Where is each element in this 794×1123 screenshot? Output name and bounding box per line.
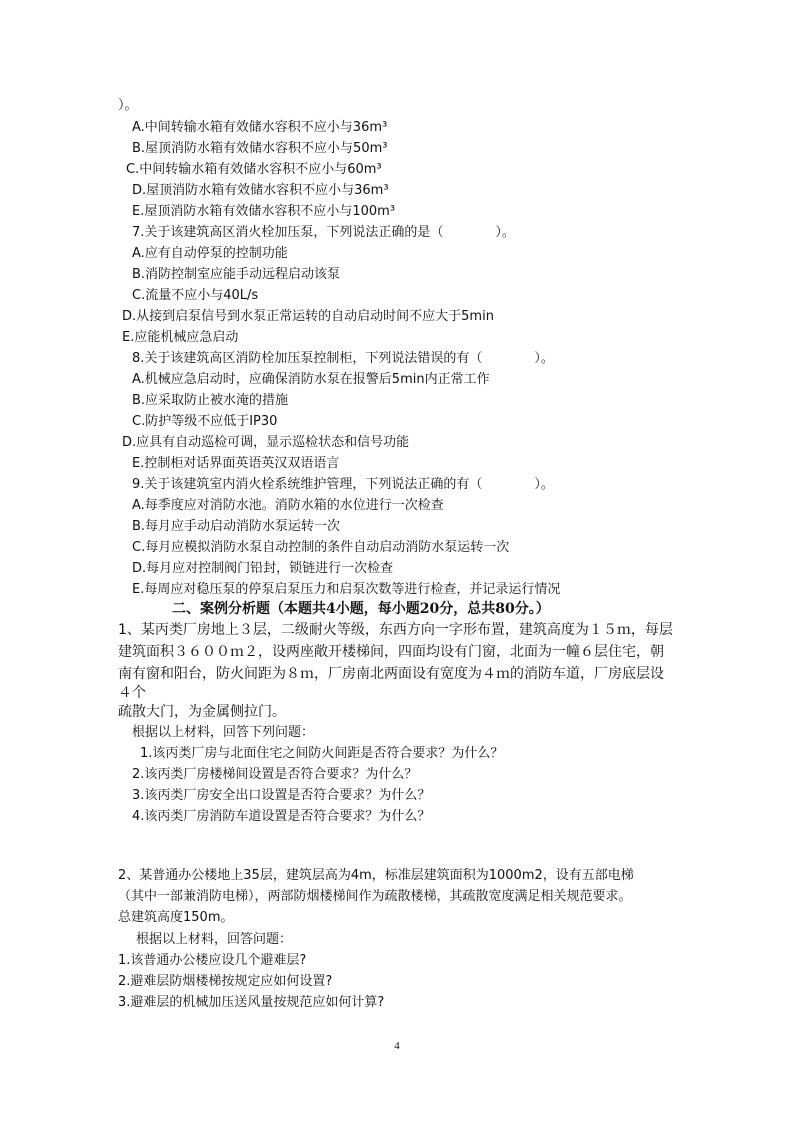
q8-option-c: C.防护等级不应低于IP30 (132, 414, 278, 429)
q8-option-d: D.应具有自动巡检可调，显示巡检状态和信号功能 (122, 435, 410, 450)
case1-question-2: 2.该丙类厂房楼梯间设置是否符合要求？为什么？ (132, 767, 418, 782)
case2-question-2: 2.避难层防烟楼梯按规定应如何设置? (118, 974, 333, 989)
q6-option-e: E.屋顶消防水箱有效储水容积不应小与100m³ (132, 204, 396, 219)
q6-tail: ）。 (118, 98, 138, 113)
q7-option-c: C.流量不应小与40L/s (132, 288, 259, 303)
q9-option-e: E.每周应对稳压泵的停泵启泵压力和启泵次数等进行检查，并记录运行情况 (132, 582, 561, 597)
case1-question-3: 3.该丙类厂房安全出口设置是否符合要求？为什么？ (132, 788, 431, 803)
q8-option-b: B.应采取防止被水淹的措施 (132, 393, 289, 408)
q9-option-b: B.每月应手动启动消防水泵运转一次 (132, 519, 341, 534)
case1-line-4: ４个 (118, 685, 146, 701)
case1-line-5: 疏散大门，为金属侧拉门。 (118, 704, 286, 720)
q8-option-e: E.控制柜对话界面英语英汉双语语言 (132, 456, 340, 471)
case2-question-1: 1.该普通办公楼应设几个避难层? (118, 953, 307, 968)
q9-question: 9.关于该建筑室内消火栓系统维护管理，下列说法正确的有（ ）。 (132, 477, 554, 492)
q6-option-c: C.中间转输水箱有效储水容积不应小与60m³ (126, 162, 382, 177)
page-number: 4 (394, 1040, 400, 1052)
q8-option-a: A.机械应急启动时，应确保消防水泵在报警后5min内正常工作 (132, 372, 490, 387)
case1-line-2: 建筑面积３６００ｍ２，设两座敞开楼梯间，四面均设有门窗，北面为一幢６层住宅，朝 (118, 644, 664, 660)
case1-prompt: 根据以上材料，回答下列问题： (132, 725, 315, 740)
q7-option-d: D.从接到启泵信号到水泵正常运转的自动启动时间不应大于5min (122, 309, 494, 324)
q6-option-b: B.屋顶消防水箱有效储水容积不应小与50m³ (132, 141, 388, 156)
q7-option-a: A.应有自动停泵的控制功能 (132, 246, 288, 261)
q6-option-a: A.中间转输水箱有效储水容积不应小与36m³ (132, 120, 388, 135)
case1-line-3: 南有窗和阳台，防火间距为８ｍ，厂房南北两面设有宽度为４ｍ的消防车道，厂房底层设 (118, 666, 664, 682)
q9-option-a: A.每季度应对消防水池。消防水箱的水位进行一次检查 (132, 498, 444, 513)
q8-question: 8.关于该建筑高区消防栓加压泵控制柜，下列说法错误的有（ ）。 (132, 351, 554, 366)
case2-line-2: （其中一部兼消防电梯），两部防烟楼梯间作为疏散楼梯，其疏散宽度满足相关规范要求。 (118, 889, 632, 904)
case2-line-1: 2、某普通办公楼地上35层，建筑层高为4m，标准层建筑面积为1000m2，设有五部电梯 (118, 868, 634, 883)
case2-prompt: 根据以上材料，回答问题： (136, 932, 293, 947)
q7-option-b: B.消防控制室应能手动远程启动该泵 (132, 267, 341, 282)
q9-option-c: C.每月应模拟消防水泵自动控制的条件自动启动消防水泵运转一次 (132, 540, 510, 555)
case1-question-4: 4.该丙类厂房消防车道设置是否符合要求？为什么？ (132, 809, 431, 824)
q7-question: 7.关于该建筑高区消火栓加压泵，下列说法正确的是（ ）。 (132, 225, 515, 240)
q7-option-e: E.应能机械应急启动 (122, 330, 239, 345)
section2-title: 二、案例分析题（本题共4小题，每小题20分，总共80分。） (172, 601, 550, 617)
q6-option-d: D.屋顶消防水箱有效储水容积不应小与36m³ (132, 183, 389, 198)
case1-line-1: 1、某丙类厂房地上３层，二级耐火等级，东西方向一字形布置，建筑高度为１５ｍ，每层 (118, 622, 673, 638)
case1-question-1: 1.该丙类厂房与北面住宅之间防火间距是否符合要求？为什么？ (140, 746, 504, 761)
q9-option-d: D.每月应对控制阀门铅封，锁链进行一次检查 (132, 561, 394, 576)
case2-question-3: 3.避难层的机械加压送风量按规范应如何计算? (118, 995, 385, 1010)
case2-line-3: 总建筑高度150m。 (118, 910, 234, 925)
